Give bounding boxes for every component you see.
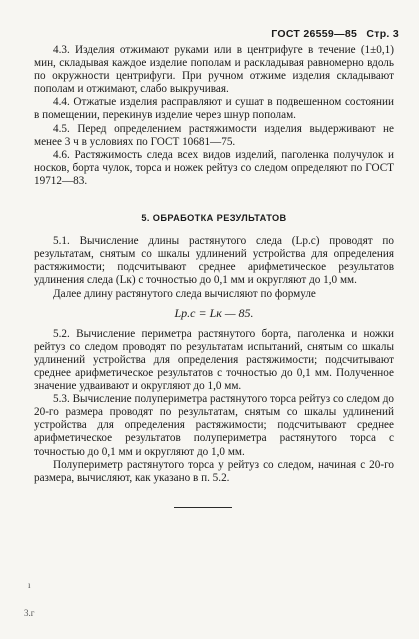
paragraph-4-5: 4.5. Перед определением растяжимости изделия выдерживают не менее 3 ч в условиях по ГОСТ 10681—75.: [34, 122, 394, 148]
paragraph-4-6: 4.6. Растяжимость следа всех видов изделий, паголенка получулок и носков, борта чулок, торса и ножек рейтуз со следом определяют по ГОСТ 19712—83.: [34, 148, 394, 187]
end-rule: [174, 507, 232, 508]
margin-tick: ı: [28, 580, 31, 590]
bottom-mark: 3.г: [24, 608, 35, 618]
page-number: Стр. 3: [366, 28, 399, 40]
page-header: [265, 28, 399, 40]
section-title: 5. ОБРАБОТКА РЕЗУЛЬТАТОВ: [141, 213, 287, 224]
paragraph-4-3: 4.3. Изделия отжимают руками или в центрифуге в течение (1±0,1) мин, складывая каждое изделие пополам и раскладывая равномерно вдоль по окружности центрифуги. При ручном отжиме изделия складывают пополам и отжимают, слабо выкручивая.: [34, 44, 394, 96]
formula: Lр.с = Lк — 85.: [174, 305, 254, 320]
paragraph-5-3-continued: Полупериметр растянутого торса у рейтуз со следом, начиная с 20-го размера, вычисляют, как указано в п. 5.2.: [34, 458, 394, 484]
paragraph-4-4: 4.4. Отжатые изделия расправляют и сушат в подвешенном состоянии в помещении, перекинув изделие через шнур пополам.: [34, 96, 394, 122]
paragraph-5-3: 5.3. Вычисление полупериметра растянутого торса рейтуз со следом до 20-го размера проводят по результатам, снятым со шкалы удлинений устройства для определения растяжимости; подсчитывают среднее арифметическое результатов полупериметра растянутого торса с точностью до 0,1 мм и округляют до 1,0 мм.: [34, 393, 394, 458]
paragraph-5-1-continued: Далее длину растянутого следа вычисляют по формуле: [53, 287, 316, 300]
body-text: [34, 44, 394, 508]
standard-number: ГОСТ 26559—85: [271, 28, 358, 40]
paragraph-5-1: 5.1. Вычисление длины растянутого следа (Lр.с) проводят по результатам, снятым со шкалы удлинений устройства для определения растяжимости; подсчитывают среднее арифметическое результатов удлинения следа (Lк) с точностью до 0,1 мм и округляют до 1,0 мм.: [34, 235, 394, 287]
paragraph-5-2: 5.2. Вычисление периметра растянутого борта, паголенка и ножки рейтуз со следом проводят по результатам испытаний, снятым со шкалы удлинений устройства для определения растяжимости; подсчитывают среднее арифметическое результатов с точностью до 0,1 мм. Полученное значение удваивают и округляют до 1,0 мм.: [34, 327, 394, 393]
